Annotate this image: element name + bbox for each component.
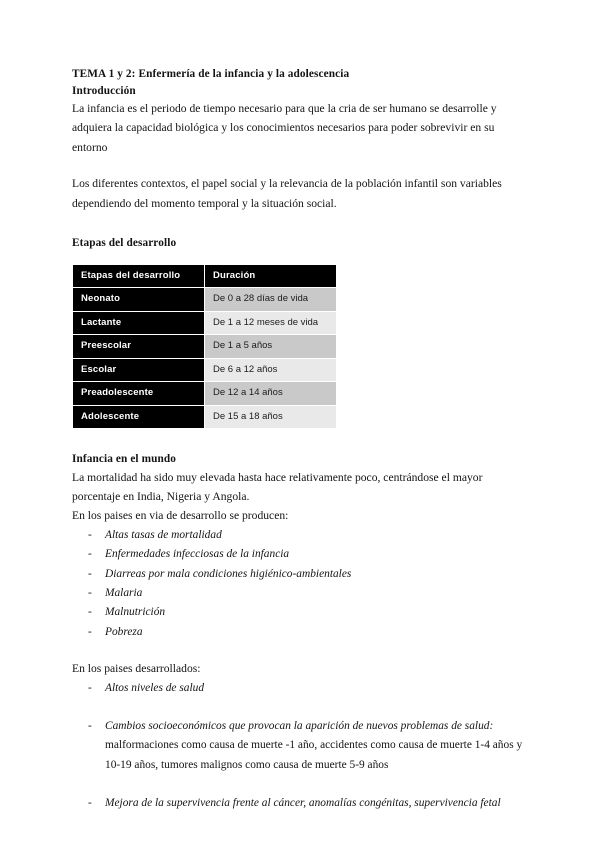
table-row: [73, 405, 337, 429]
page-title: TEMA 1 y 2: Enfermería de la infancia y la adolescencia: [72, 68, 350, 80]
column-header-duracion: Duración: [205, 264, 337, 288]
bullet-dash-icon: -: [88, 720, 92, 732]
list-item-label: Cambios socioeconómicos que provocan la aparición de nuevos problemas de salud:: [105, 720, 494, 732]
cell-stage: Adolescente: [73, 405, 205, 429]
table-header-row: [73, 264, 337, 288]
list-item: [72, 584, 527, 603]
cell-duration: De 6 a 12 años: [205, 358, 337, 382]
bullet-dash-icon: -: [88, 606, 92, 619]
list-item-label: Mejora de la supervivencia frente al cáncer, anomalías congénitas, supervivencia fetal: [105, 797, 501, 810]
list-item: [72, 603, 527, 622]
section-heading-infancia-en-el-mundo: Infancia en el mundo: [72, 453, 177, 466]
cell-duration: De 15 a 18 años: [205, 405, 337, 429]
cell-stage: Preadolescente: [73, 382, 205, 406]
cell-duration: De 1 a 12 meses de vida: [205, 311, 337, 335]
list-item: [72, 545, 527, 564]
bullet-dash-icon: -: [88, 681, 92, 694]
lead-paises-en-desarrollo: En los paises en via de desarrollo se producen:: [72, 509, 289, 523]
bullet-dash-icon: -: [88, 528, 92, 541]
table-row: [73, 288, 337, 312]
stages-table-body: [73, 288, 337, 429]
list-item: [72, 794, 527, 813]
list-item-label: Diarreas por mala condiciones higiénico-ambientales: [105, 567, 352, 580]
column-header-etapas: Etapas del desarrollo: [73, 264, 205, 288]
cell-duration: De 1 a 5 años: [205, 335, 337, 359]
cell-stage: Preescolar: [73, 335, 205, 359]
list-item: [72, 565, 527, 584]
spacer: [72, 213, 527, 235]
section-heading-etapas-del-desarrollo: Etapas del desarrollo: [72, 237, 177, 250]
bullet-dash-icon: -: [88, 567, 92, 580]
stages-table-header: [73, 264, 337, 288]
cell-duration: De 12 a 14 años: [205, 382, 337, 406]
list-item-label: Altos niveles de salud: [105, 681, 205, 694]
list-paises-desarrollados: [72, 679, 527, 814]
list-item-label: Pobreza: [105, 625, 143, 638]
cell-duration: De 0 a 28 días de vida: [205, 288, 337, 312]
spacer: [72, 642, 527, 659]
list-item: [72, 717, 527, 775]
bullet-dash-icon: -: [88, 625, 92, 638]
table-row: [73, 358, 337, 382]
list-item-label: Enfermedades infecciosas de la infancia: [105, 548, 290, 561]
list-item-continuation: malformaciones como causa de muerte -1 año, accidentes como causa de muerte 1-4 años y 10-19 años, tumores malignos como causa de muerte 5-9 años: [105, 739, 523, 771]
table-row: [73, 382, 337, 406]
list-item: [72, 526, 527, 545]
stages-table-wrapper: [72, 264, 336, 430]
spacer: [72, 157, 527, 174]
list-item-label: Altas tasas de mortalidad: [105, 528, 222, 541]
document-body: [72, 66, 527, 814]
table-row: [73, 335, 337, 359]
spacer: [72, 429, 527, 451]
cell-stage: Escolar: [73, 358, 205, 382]
introduccion-paragraph-1: La infancia es el periodo de tiempo necesario para que la cria de ser humano se desarrolle y adquiera la capacidad biológica y los conocimientos necesarios para poder sobrevivir en su entorno: [72, 102, 497, 154]
cell-stage: Neonato: [73, 288, 205, 312]
bullet-dash-icon: -: [88, 586, 92, 599]
introduccion-paragraph-2: Los diferentes contextos, el papel social y la relevancia de la población infantil son variables dependiendo del momento temporal y la situación social.: [72, 177, 502, 210]
bullet-dash-icon: -: [88, 797, 92, 810]
stages-table: [72, 264, 337, 430]
list-item: [72, 679, 527, 698]
list-item-label: Malaria: [105, 586, 143, 599]
cell-stage: Lactante: [73, 311, 205, 335]
table-row: [73, 311, 337, 335]
list-item: [72, 623, 527, 642]
infancia-mundo-paragraph-1: La mortalidad ha sido muy elevada hasta hace relativamente poco, centrándose el mayor porcentaje en India, Nigeria y Angola.: [72, 470, 483, 503]
lead-paises-desarrollados: En los paises desarrollados:: [72, 662, 201, 676]
spacer: [72, 252, 527, 264]
list-paises-en-desarrollo: [72, 526, 527, 642]
list-item-label: Malnutrición: [105, 606, 166, 619]
bullet-dash-icon: -: [88, 548, 92, 561]
section-heading-introduccion: Introducción: [72, 84, 136, 97]
